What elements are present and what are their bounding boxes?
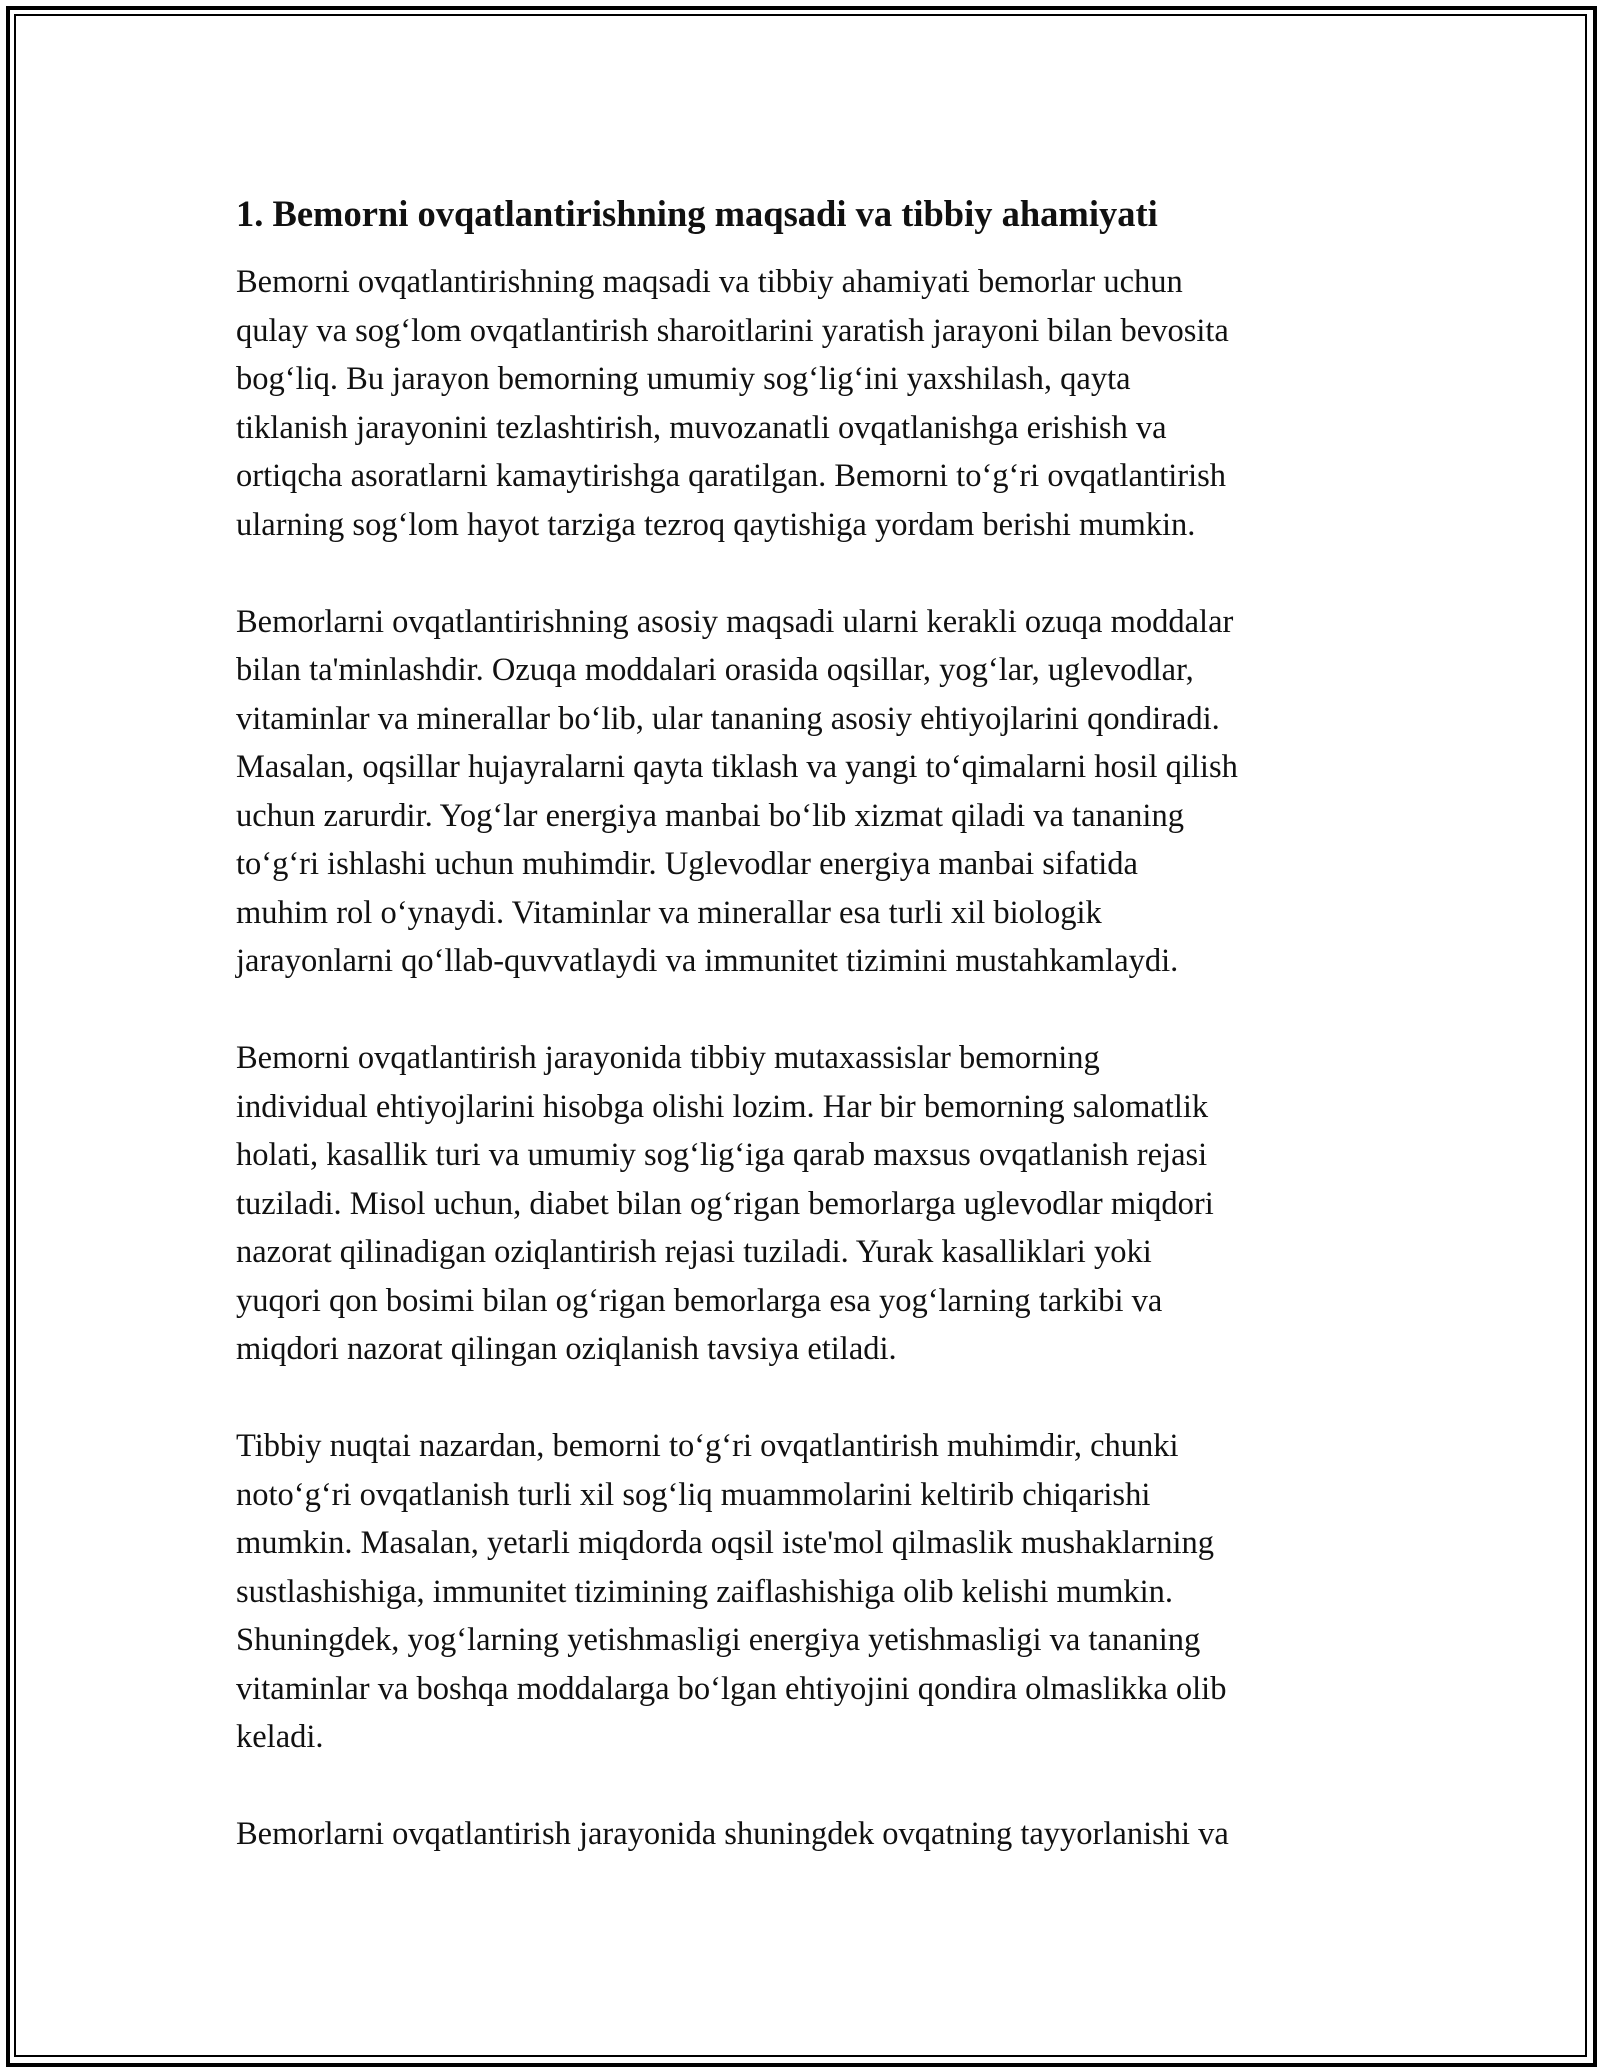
text-line: Tibbiy nuqtai nazardan, bemorni to‘g‘ri ovqatlantirish muhimdir, chunki — [236, 1428, 1179, 1464]
text-line: ortiqcha asoratlarni kamaytirishga qaratilgan. Bemorni to‘g‘ri ovqatlantirish — [236, 458, 1227, 494]
text-line: to‘g‘ri ishlashi uchun muhimdir. Uglevodlar energiya manbai sifatida — [236, 846, 1138, 882]
text-line: vitaminlar va minerallar bo‘lib, ular tananing asosiy ehtiyojlarini qondiradi. — [236, 700, 1220, 737]
paragraph-2 — [236, 598, 1386, 986]
paragraph-4 — [236, 1422, 1386, 1762]
text-line: holati, kasallik turi va umumiy sog‘lig‘iga qarab maxsus ovqatlanish rejasi — [236, 1137, 1208, 1173]
text-line: miqdori nazorat qilingan oziqlanish tavsiya etiladi. — [236, 1331, 897, 1367]
document-body — [236, 190, 1386, 1907]
text-line: uchun zarurdir. Yog‘lar energiya manbai bo‘lib xizmat qiladi va tananing — [236, 797, 1184, 834]
text-line: Bemorlarni ovqatlantirishning asosiy maqsadi ularni kerakli ozuqa moddalar — [236, 603, 1234, 640]
text-line: bog‘liq. Bu jarayon bemorning umumiy sog‘lig‘ini yaxshilash, qayta — [236, 361, 1131, 397]
text-line: muhim rol o‘ynaydi. Vitaminlar va minerallar esa turli xil biologik — [236, 894, 1102, 931]
text-line: yuqori qon bosimi bilan og‘rigan bemorlarga esa yog‘larning tarkibi va — [236, 1282, 1163, 1319]
text-line: qulay va sog‘lom ovqatlantirish sharoitlarini yaratish jarayoni bilan bevosita — [236, 312, 1229, 349]
section-title: 1. Bemorni ovqatlantirishning maqsadi va tibbiy ahamiyati — [236, 193, 1158, 234]
text-line: Bemorni ovqatlantirish jarayonida tibbiy mutaxassislar bemorning — [236, 1040, 1100, 1076]
text-line: noto‘g‘ri ovqatlanish turli xil sog‘liq muammolarini keltirib chiqarishi — [236, 1476, 1151, 1513]
paragraph-1 — [236, 258, 1386, 549]
text-line: keladi. — [236, 1719, 324, 1755]
text-line: tuziladi. Misol uchun, diabet bilan og‘rigan bemorlarga uglevodlar miqdori — [236, 1185, 1214, 1222]
text-line: Shuningdek, yog‘larning yetishmasligi energiya yetishmasligi va tananing — [236, 1622, 1201, 1658]
text-line: individual ehtiyojlarini hisobga olishi lozim. Har bir bemorning salomatlik — [236, 1088, 1209, 1125]
text-line: nazorat qilinadigan oziqlantirish rejasi tuziladi. Yurak kasalliklari yoki — [236, 1234, 1152, 1270]
text-line: sustlashishiga, immunitet tizimining zaiflashishiga olib kelishi mumkin. — [236, 1573, 1174, 1610]
text-line: Bemorni ovqatlantirishning maqsadi va tibbiy ahamiyati bemorlar uchun — [236, 264, 1183, 300]
text-line: Bemorlarni ovqatlantirish jarayonida shuningdek ovqatning tayyorlanishi va — [236, 1816, 1229, 1852]
text-line: jarayonlarni qo‘llab-quvvatlaydi va immunitet tizimini mustahkamlaydi. — [236, 943, 1179, 979]
paragraph-3 — [236, 1034, 1386, 1374]
text-line: Masalan, oqsillar hujayralarni qayta tiklash va yangi to‘qimalarni hosil qilish — [236, 749, 1238, 785]
text-line: ularning sog‘lom hayot tarziga tezroq qaytishiga yordam berishi mumkin. — [236, 506, 1196, 543]
text-line: vitaminlar va boshqa moddalarga bo‘lgan ehtiyojini qondira olmaslikka olib — [236, 1670, 1227, 1707]
text-line: bilan ta'minlashdir. Ozuqa moddalari orasida oqsillar, yog‘lar, uglevodlar, — [236, 652, 1194, 688]
text-line: mumkin. Masalan, yetarli miqdorda oqsil iste'mol qilmaslik mushaklarning — [236, 1525, 1215, 1561]
text-line: tiklanish jarayonini tezlashtirish, muvozanatli ovqatlanishga erishish va — [236, 409, 1167, 446]
paragraph-5 — [236, 1810, 1386, 1859]
